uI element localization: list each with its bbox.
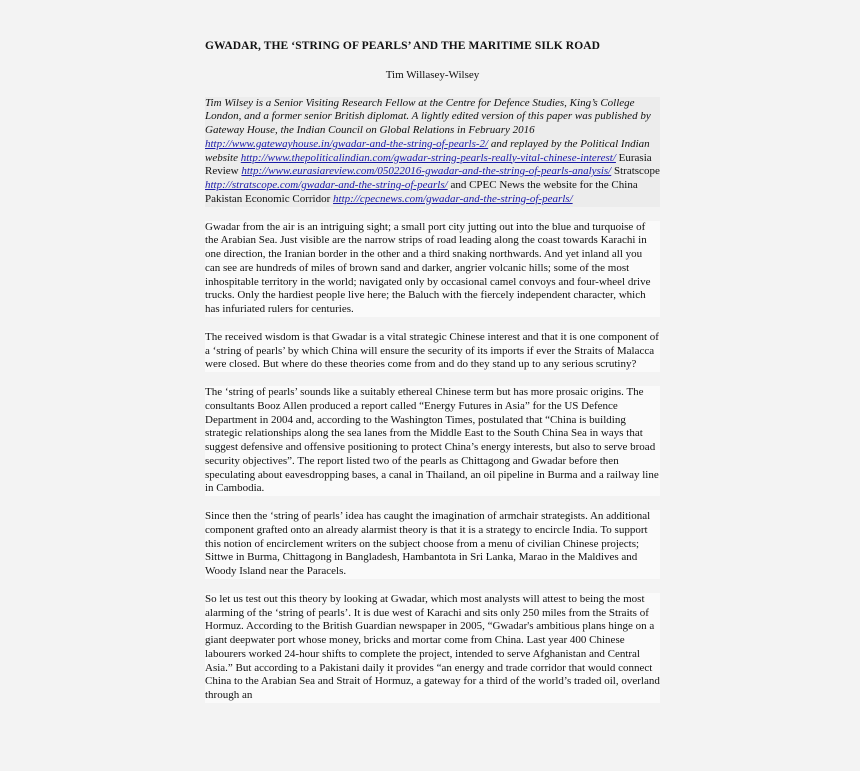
author-note-mid-4: and CPEC News the website for the China Pakistan Economic Corridor (205, 179, 638, 205)
body-paragraph-text: Gwadar from the air is an intriguing sight; a small port city jutting out into the blue and turquoise of the Arabian Sea. Just visible are the narrow strips of road leading along the coast towards Karachi in one direction, the Iranian border in the other and a third snaking northwards. And yet inland all you can see are hundreds of miles of brown sand and darker, angrier volcanic hills; some of the most inhospitable territory in the world; navigated only by occasional camel convoys and four-wheel drive trucks. Only the hardiest people live here; the Baluch with the fiercely independent character, which has infuriated rulers for centuries. (205, 220, 651, 315)
paper-title: GWADAR, THE ‘STRING OF PEARLS’ AND THE MARITIME SILK ROAD (205, 40, 601, 52)
author-note-mid-3: Stratscope (611, 165, 660, 178)
author-note-mid-1: and replayed by the Political Indian website (205, 137, 650, 164)
thepoliticalindian-link[interactable]: http://www.thepoliticalindian.com/gwadar-string-pearls-really-vital-chinese-interest/ (240, 151, 616, 164)
author-note-mid-2: Eurasia Review (205, 151, 652, 178)
cpecnews-link[interactable]: http://cpecnews.com/gwadar-and-the-string-of-pearls/ (333, 192, 573, 205)
eurasiareview-link[interactable]: http://www.eurasiareview.com/05022016-gwadar-and-the-string-of-pearls-analysis/ (241, 165, 612, 178)
body-paragraph-text: So let us test out this theory by looking at Gwadar, which most analysts will attest to being the most alarming of the ‘string of pearls’. It is due west of Karachi and sits only 250 miles from the Straits of Hormuz. According to the British Guardian newspaper in 2005, “Gwadar's ambitious plans hinge on a giant deepwater port whose money, bricks and mortar come from China. Last year 400 Chinese labourers worked 24-hour shifts to complete the project, intended to serve Afghanistan and Central Asia.” But according to a Pakistani daily it provides “an energy and trade corridor that would connect China to the Arabian Sea and Strait of Hormuz, a gateway for a third of the world’s traded oil, overland through an (205, 592, 660, 701)
body-paragraph (205, 221, 660, 317)
body-paragraph (205, 386, 660, 496)
document-content (205, 40, 660, 703)
gatewayhouse-link[interactable]: http://www.gatewayhouse.in/gwadar-and-the-string-of-pearls-2/ (205, 137, 489, 150)
author-note (205, 97, 660, 207)
body-paragraph-text: The ‘string of pearls’ sounds like a suitably ethereal Chinese term but has more prosaic origins. The consultants Booz Allen produced a report called “Energy Futures in Asia” for the US Defence Department in 2004 and, according to the Washington Times, postulated that “China is building strategic relationships along the sea lanes from the Middle East to the South China Sea in ways that suggest defensive and offensive positioning to protect China’s energy interests, but also to serve broad security objectives”. The report listed two of the pearls as Chittagong and Gwadar before then speculating about eavesdropping bases, a canal in Thailand, an oil pipeline in Burma and a railway line in Cambodia. (205, 386, 659, 495)
body-paragraph (205, 331, 660, 372)
body-paragraph (205, 593, 660, 703)
body-paragraph (205, 510, 660, 579)
body-paragraph-text: The received wisdom is that Gwadar is a vital strategic Chinese interest and that it is one component of a ‘string of pearls’ by which China will ensure the security of its imports if ever the Straits of Malacca were closed. But where do these theories come from and do they stand up to any serious scrutiny? (205, 330, 659, 371)
paper-author: Tim Willasey-Wilsey (385, 68, 480, 81)
author-note-intro: Tim Wilsey is a Senior Visiting Research Fellow at the Centre for Defence Studies, King’s College London, and a former senior British diplomat. A lightly edited version of this paper was published by Gateway House, the Indian Council on Global Relations in February 2016 (205, 96, 651, 136)
stratscope-link[interactable]: http://stratscope.com/gwadar-and-the-string-of-pearls/ (205, 179, 448, 191)
body-paragraph-text: Since then the ‘string of pearls’ idea has caught the imagination of armchair strategists. An additional component grafted onto an already alarmist theory is that it is a strategy to encircle India. To support this notion of encirclement writers on the subject choose from a menu of civilian Chinese projects; Sittwe in Burma, Chittagong in Bangladesh, Hambantota in Sri Lanka, Marao in the Maldives and Woody Island near the Paracels. (205, 510, 651, 577)
